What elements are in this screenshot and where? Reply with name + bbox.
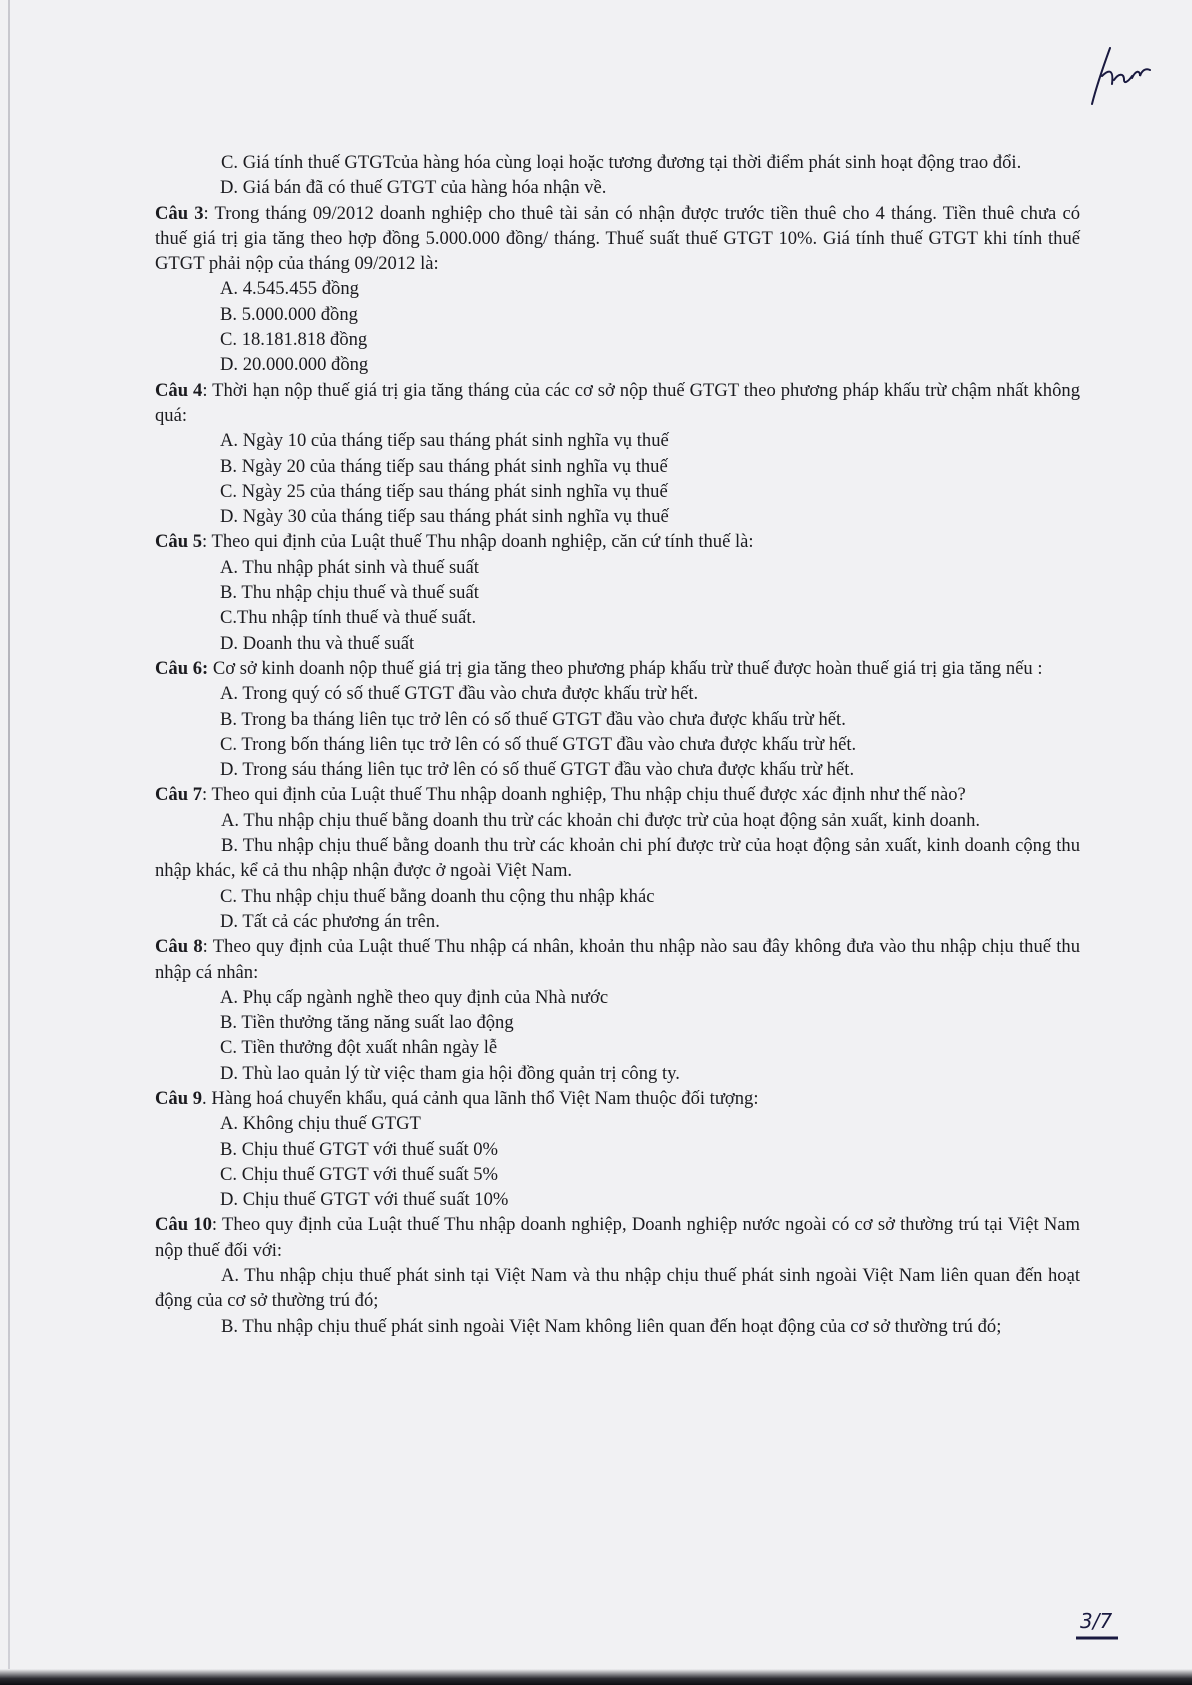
question-text: : Theo quy định của Luật thuế Thu nhập doanh nghiệp, Doanh nghiệp nước ngoài có cơ sở thường trú tại Việt Nam nộp thuế đối với: <box>155 1214 1080 1261</box>
answer-option: C. Chịu thuế GTGT với thuế suất 5% <box>220 1163 499 1185</box>
handwritten-signature <box>1080 40 1170 110</box>
answer-option: D. Chịu thuế GTGT với thuế suất 10% <box>220 1189 509 1211</box>
question-text: : Thời hạn nộp thuế giá trị gia tăng tháng của các cơ sở nộp thuế GTGT theo phương pháp khấu trừ chậm nhất không quá: <box>155 379 1080 426</box>
question <box>155 934 1080 985</box>
answer-paragraph: A. Thu nhập chịu thuế phát sinh tại Việt Nam và thu nhập chịu thuế phát sinh ngoài Việt Nam liên quan đến hoạt động của cơ sở thường trú đó; <box>155 1265 1080 1312</box>
answer-paragraph: A. Thu nhập chịu thuế bằng doanh thu trừ các khoản chi được trừ của hoạt động sản xuất, kinh doanh. <box>221 809 981 831</box>
answer-option: C. Trong bốn tháng liên tục trở lên có số thuế GTGT đầu vào chưa được khấu trừ hết. <box>220 733 857 755</box>
answer-option: A. Thu nhập phát sinh và thuế suất <box>220 556 479 578</box>
scan-edge-left <box>8 0 10 1685</box>
answer-option: C. Thu nhập chịu thuế bằng doanh thu cộng thu nhập khác <box>220 885 655 907</box>
question-label: Câu 7 <box>155 784 203 806</box>
question-label: Câu 10 <box>155 1214 212 1236</box>
answer-option: B. Trong ba tháng liên tục trở lên có số thuế GTGT đầu vào chưa được khấu trừ hết. <box>220 708 846 730</box>
question-text: : Theo quy định của Luật thuế Thu nhập cá nhân, khoản thu nhập nào sau đây không đưa vào thu nhập chịu thuế thu nhập cá nhân: <box>155 936 1080 983</box>
answer-option: C.Thu nhập tính thuế và thuế suất. <box>220 607 477 629</box>
question <box>155 1212 1080 1263</box>
answer-option: D. Ngày 30 của tháng tiếp sau tháng phát sinh nghĩa vụ thuế <box>220 506 669 528</box>
answer-option: D. Doanh thu và thuế suất <box>220 632 415 654</box>
question-label: Câu 8 <box>155 936 203 958</box>
question-text: Cơ sở kinh doanh nộp thuế giá trị gia tăng theo phương pháp khấu trừ thuế được hoàn thuế giá trị gia tăng nếu : <box>208 657 1043 679</box>
scan-edge-bottom <box>0 1669 1192 1685</box>
answer-option: C. Tiền thưởng đột xuất nhân ngày lễ <box>220 1037 498 1059</box>
answer-option: B. Tiền thưởng tăng năng suất lao động <box>220 1012 514 1034</box>
question <box>155 656 1080 681</box>
answer-option: B. Ngày 20 của tháng tiếp sau tháng phát sinh nghĩa vụ thuế <box>220 455 668 477</box>
question <box>155 378 1080 429</box>
question-label: Câu 5 <box>155 531 203 553</box>
answer-option: D. 20.000.000 đồng <box>220 354 369 376</box>
answer-option: A. Trong quý có số thuế GTGT đầu vào chưa được khấu trừ hết. <box>220 683 699 705</box>
question <box>155 1086 1080 1111</box>
answer-option: A. 4.545.455 đồng <box>220 278 359 300</box>
page-number <box>1074 1598 1124 1648</box>
answer-option: D. Giá bán đã có thuế GTGT của hàng hóa nhận về. <box>220 177 607 199</box>
page-number-text: 3/7 <box>1080 1609 1113 1633</box>
question-label: Câu 6: <box>155 657 209 679</box>
question-text: : Theo qui định của Luật thuế Thu nhập doanh nghiệp, căn cứ tính thuế là: <box>202 531 754 553</box>
question-text: . Hàng hoá chuyển khẩu, quá cảnh qua lãnh thổ Việt Nam thuộc đối tượng: <box>202 1087 759 1109</box>
answer-option: A. Phụ cấp ngành nghề theo quy định của Nhà nước <box>220 986 609 1008</box>
question-text: : Theo qui định của Luật thuế Thu nhập doanh nghiệp, Thu nhập chịu thuế được xác định như thế nào? <box>202 784 966 806</box>
question-label: Câu 3 <box>155 202 204 224</box>
answer-option: B. Chịu thuế GTGT với thuế suất 0% <box>220 1138 499 1160</box>
question <box>155 201 1080 277</box>
answer-option: B. 5.000.000 đồng <box>220 303 358 325</box>
question-text: : Trong tháng 09/2012 doanh nghiệp cho thuê tài sản có nhận được trước tiền thuê cho 4 tháng. Tiền thuê chưa có thuế giá trị gia tăng theo hợp đồng 5.000.000 đồng/ tháng. Thuế suất thuế GTGT 10%. Giá tính thuế GTGT khi tính thuế GTGT phải nộp của tháng 09/2012 là: <box>155 202 1081 275</box>
answer-paragraph: C. Giá tính thuế GTGTcủa hàng hóa cùng loại hoặc tương đương tại thời điểm phát sinh hoạt động trao đổi. <box>221 152 1022 173</box>
answer-option: C. 18.181.818 đồng <box>220 329 368 351</box>
answer-option: D. Trong sáu tháng liên tục trở lên có số thuế GTGT đầu vào chưa được khấu trừ hết. <box>220 759 855 781</box>
answer-paragraph: B. Thu nhập chịu thuế phát sinh ngoài Việt Nam không liên quan đến hoạt động của cơ sở thường trú đó; <box>221 1315 1002 1337</box>
answer-option: A. Ngày 10 của tháng tiếp sau tháng phát sinh nghĩa vụ thuế <box>220 430 669 452</box>
answer-option: A. Không chịu thuế GTGT <box>220 1113 421 1135</box>
question-label: Câu 9 <box>155 1087 203 1109</box>
document-body <box>155 150 1080 1339</box>
answer-option: D. Tất cả các phương án trên. <box>220 910 440 932</box>
answer-paragraph: B. Thu nhập chịu thuế bằng doanh thu trừ các khoản chi phí được trừ của hoạt động sản xuất, kinh doanh cộng thu nhập khác, kể cả thu nhập nhận được ở ngoài Việt Nam. <box>155 835 1080 882</box>
answer-option: C. Ngày 25 của tháng tiếp sau tháng phát sinh nghĩa vụ thuế <box>220 480 668 502</box>
answer-option: B. Thu nhập chịu thuế và thuế suất <box>220 582 479 604</box>
question <box>155 529 1080 554</box>
question-label: Câu 4 <box>155 379 203 401</box>
question <box>155 782 1080 807</box>
answer-option: D. Thù lao quản lý từ việc tham gia hội đồng quản trị công ty. <box>220 1062 680 1084</box>
